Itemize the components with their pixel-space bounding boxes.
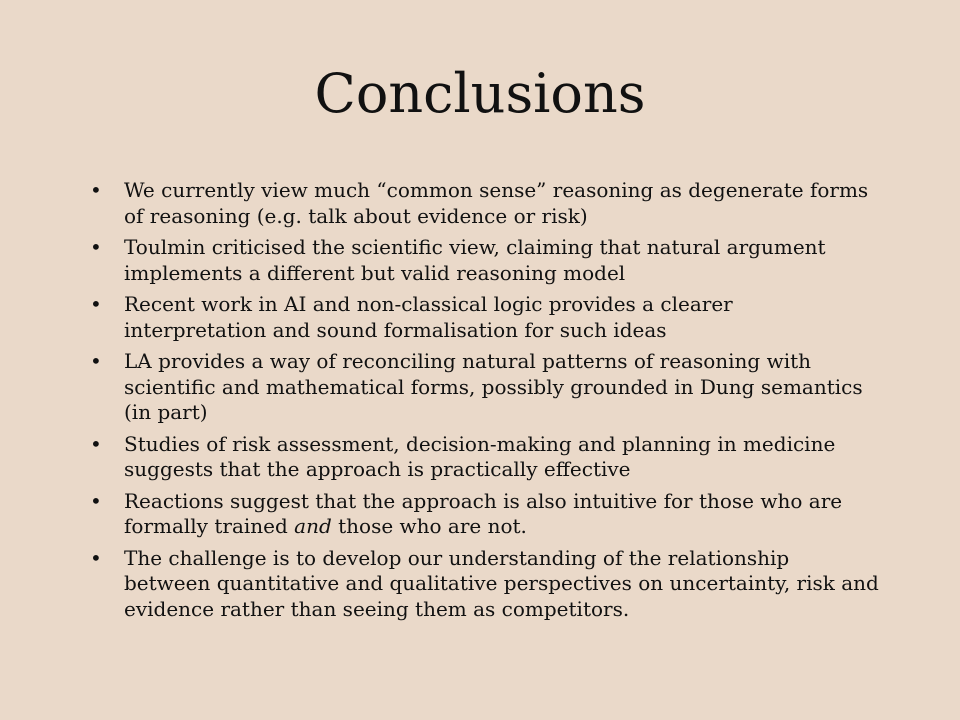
- bullet-item: [90, 292, 880, 343]
- bullet-icon: •: [90, 178, 102, 202]
- bullet-text: Toulmin criticised the scientific view, claiming that natural argument implements a different but valid reasoning model: [124, 235, 826, 285]
- bullet-item: [90, 349, 880, 426]
- bullet-text: Recent work in AI and non-classical logic provides a clearer interpretation and sound formalisation for such ideas: [124, 292, 733, 342]
- bullet-item: [90, 178, 880, 229]
- slide-title: Conclusions: [314, 62, 646, 125]
- bullet-item: [90, 546, 880, 623]
- bullet-item: [90, 489, 880, 540]
- bullet-text: [124, 489, 842, 539]
- bullet-icon: •: [90, 431, 102, 456]
- bullet-text: The challenge is to develop our understanding of the relationship between quantitative and qualitative perspectives on uncertainty, risk and evidence rather than seeing them as competitors.: [124, 545, 879, 621]
- bullet-icon: •: [90, 349, 102, 373]
- bullet-item: [90, 235, 880, 286]
- bullet-item: [90, 432, 880, 483]
- bullet-text-emphasis: and: [294, 514, 332, 538]
- bullet-text: Studies of risk assessment, decision-making and planning in medicine suggests that the approach is practically effective: [124, 431, 836, 481]
- bullet-text: We currently view much “common sense” reasoning as degenerate forms of reasoning (e.g. talk about evidence or risk): [124, 178, 869, 228]
- bullet-list: [90, 178, 880, 628]
- bullet-text-segment: those who are not.: [331, 514, 527, 538]
- bullet-icon: •: [90, 292, 102, 316]
- bullet-icon: •: [90, 545, 102, 570]
- bullet-text-segment: Reactions suggest that the approach is also intuitive for those who are formally trained: [124, 488, 843, 538]
- bullet-icon: •: [90, 488, 102, 513]
- bullet-icon: •: [90, 235, 102, 259]
- bullet-text: LA provides a way of reconciling natural patterns of reasoning with scientific and mathematical forms, possibly grounded in Dung semantics (in part): [124, 349, 863, 424]
